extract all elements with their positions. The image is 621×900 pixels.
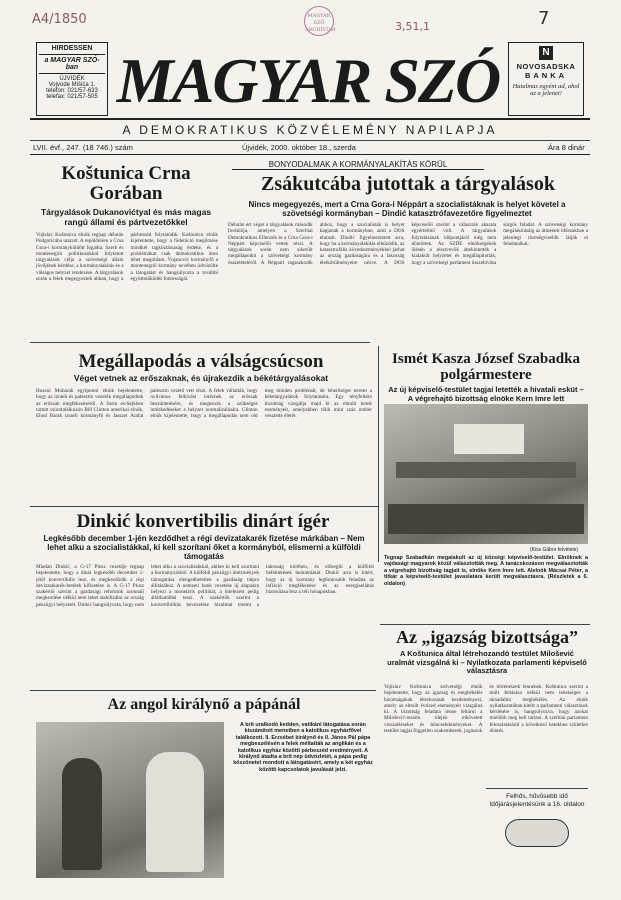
weather-text: Felhős, hűvösebb idő Időjárásjelentésünk a 16. oldalon bbox=[489, 793, 585, 808]
article-queen-title: Az angol királynő a pápánál bbox=[107, 696, 301, 713]
article-truth-body: Vojislav Koštunica szövetségi elnök bejelentette, hogy az igazság és megbékélés bizottságának létrehozását kezdeményezi, amely az elmúlt évtized eseményeit vizsgálná ki. A bizottság feladata lenne feltárni a Milošević-rezsim idején elkövetett visszaéléseket és bűncselekményeket. A testület tagjai független szakemberek, jogászok és történészek lennének. Koštunica szerint a múlt feltárása nélkül nem lehetséges a társadalmi megbékélés. Az elnök nyilatkozatában kitért a parlamenti választások kérdésére is, hangsúlyozva, hogy azokat mielőbb meg kell tartani. A szerbiai parlament feloszlatásáról a következő hetekben születhet döntés. bbox=[384, 684, 588, 735]
section-divider-4 bbox=[30, 690, 376, 691]
issue-date: Újvidék, 2000. október 18., szerda bbox=[242, 143, 356, 152]
article-talks-title: Zsákutcába jutottak a tárgyalások bbox=[261, 173, 555, 195]
masthead-subtitle: A DEMOKRATIKUS KÖZVÉLEMÉNY NAPILAPJA bbox=[122, 123, 498, 137]
masthead-rule-mid bbox=[30, 140, 590, 141]
article-queen-caption: A brit uralkodó kedden, vatikáni látogatása során kiszámított menetben a katolikus egyházfővel találkozott. II. Erzsébet királynő és II. János Pál pápa megbeszélésén a felek méltatták az anglikán és a katolikus egyház közötti párbeszéd eredményeit. A királynő átadta a brit nép üdvözletét, a pápa pedig köszönetet mondott a látogatásért, amely a két egyház közötti kapcsolatok javulását jelzi. bbox=[233, 722, 373, 773]
photo-audience-shape bbox=[388, 504, 584, 534]
ad-headline: HIRDESSEN bbox=[51, 45, 93, 52]
issue-volume: LVII. évf., 247. (18 746.) szám bbox=[33, 143, 133, 152]
article-summit-body: Hoszni Mubarak egyiptomi elnök bejelentette, hogy az izraeli és palesztin vezetők megállapodtak az erőszak megfékezéséről. A Sarm es-Sejkben tartott csúcstalálkozón Bill Clinton amerikai elnök, Ehud Barak izraeli kormányfő és Jasszer Arafat palesztin vezető vett részt. A felek vállalták, hogy nyilvános felhívást intéznek az erőszak beszüntetésére, és megteszik a szükséges intézkedéseket a helyzet normalizálására. Clinton elnök kijelentette, hogy a megállapodás nem old meg minden problémát, de lehetőséget teremt a béketárgyalások folytatására. Egy tényfeltáró bizottság vizsgálja majd ki az elmúlt hetek eseményeit, amelyekben több mint száz ember vesztette életét. bbox=[36, 388, 372, 420]
photo-figure-left bbox=[62, 758, 102, 870]
photo-table-shape bbox=[396, 462, 576, 478]
masthead-rule-bottom bbox=[30, 154, 590, 155]
ad-city: ÚJVIDÉK bbox=[59, 76, 85, 82]
advertisement-left bbox=[36, 42, 108, 116]
photo-figure-right bbox=[146, 752, 204, 872]
bank-name-bottom: BANKA bbox=[524, 71, 568, 80]
article-summit-title: Megállapodás a válságcsúcson bbox=[78, 351, 324, 372]
article-talks-kicker: BONYODALMAK A KORMÁNYALAKÍTÁS KÖRÜL bbox=[232, 160, 484, 170]
section-divider-1 bbox=[30, 342, 370, 343]
photo-credit: (Kiss Gábor felvétele) bbox=[530, 547, 579, 553]
article-dinar-title: Dinkić konvertibilis dinárt ígér bbox=[76, 511, 330, 532]
article-mayor-title: Ismét Kasza József Szabadka polgármestere bbox=[392, 351, 580, 383]
column-rule bbox=[378, 346, 379, 562]
advertisement-right bbox=[508, 42, 584, 116]
cloud-icon bbox=[505, 819, 569, 847]
archive-stamp: MAGYAR SZÓ ARCHÍVUM bbox=[304, 6, 334, 36]
masthead-title: MAGYAR SZÓ bbox=[116, 45, 500, 116]
ad-phone: telefon: 021/57-633 bbox=[46, 88, 98, 94]
section-divider-3 bbox=[380, 624, 590, 625]
bank-name-top: NOVOSADSKA bbox=[516, 62, 576, 71]
article-truth-title: Az „igazság bizottsága” bbox=[396, 627, 578, 647]
article-talks-deck: Nincs megegyezés, mert a Crna Gora-i Néppárt a szocialistáknak is helyet követel a szövetségi kormányban – Dindić katasztrófavezetőre figyelmeztet bbox=[248, 200, 566, 219]
article-kostunica-body: Vojislav Koštunica elnök tegnap délután Podgoricába utazott. A repülőtéren a Crna Gora-i kormányküldött fogadta. Szerb és montenegrói politikusokkal folytatott tárgyalások célja a szövetségi állam jövőjének kérdése, a kormányalakítás és a válságos helyzet rendezése. A tárgyalások során a felek megegyeztek abban, hogy a párbeszéd folytatódik. Koštunica elnök kijelentette, hogy a föderáció megőrzése mindkét tagköztársaság érdeke, és a problémákat csak demokratikus úton lehet megoldani. Vujanović kormányfő a montenegrói kormány nevében üdvözölte a látogatást és hangsúlyozta a további együttműködés fontosságát. bbox=[36, 232, 218, 283]
ad-brand: a MAGYAR SZÓ-ban bbox=[39, 54, 105, 74]
handwritten-note-right: 3,51,1 bbox=[395, 20, 430, 33]
article-kostunica-title: Koštunica Crna Gorában bbox=[61, 163, 191, 204]
article-kostunica-deck: Tárgyalások Dukanovićtyal és más magas rangú állami és pártvezetőkkel bbox=[40, 207, 212, 227]
article-mayor-deck: Az új képviselő-testület tagjai letették a hivatali esküt – A végrehajtó bizottság elnöke Kern Imre lett bbox=[388, 385, 584, 403]
article-dinar-deck: Legkésőbb december 1-jén kezdődhet a régi devizatakarék fizetése márkában – Nem lehet alku a szocialistákkal, ki kell szorítani őket a kormányból, elismerni a külföldi támogatás bbox=[43, 534, 365, 562]
ad-fax: telefax: 021/57-505 bbox=[46, 94, 98, 100]
weather-box bbox=[486, 788, 588, 881]
photo-queen-pope bbox=[36, 722, 224, 878]
section-divider-2 bbox=[30, 506, 378, 507]
handwritten-corner-number: 7 bbox=[538, 8, 550, 29]
article-summit-deck: Véget vetnek az erőszaknak, és újrakezdik a békétárgyalásokat bbox=[73, 373, 329, 383]
article-talks-body: Délután ért véget a tárgyalások második fordulója, amelyen a Szerbiai Demokratikus Ellenzék és a Crna Gora-i Néppárt képviselői vettek részt. A tárgyalások során nem sikerült megállapodni a szövetségi kormány összetételéről. A Néppárt ragaszkodik ahhoz, hogy a szocialisták is helyet kapjanak a kormányban, amit a DOS elutasít. Dindić figyelmeztetett arra, hogy ha a kormányalakítás elhúzódik, az katasztrofális következményekkel járhat az ország gazdaságára és a lakosság életkörülményeire nézve. A DOS képviselői szerint a választók akarata egyértelmű volt. A tárgyalások folytatásának időpontjáról még nem döntöttek. Az SZDE elnökségének ülésén a résztvevők áttekintették a kialakult helyzetet és megállapították, hogy a szövetségi parlament összehívása sürgős feladat. A szövetségi kormány megalakításáig az átmeneti időszakban a jelenlegi tisztségviselők látják el feladataikat. bbox=[228, 222, 588, 266]
issue-price: Ára 8 dinár bbox=[548, 143, 585, 152]
article-truth-deck: A Koštunica által létrehozandó testület Milošević uralmát vizsgálná ki – Nyilatkozata parlamenti képviselő választásra bbox=[387, 649, 587, 676]
photo-council-meeting bbox=[384, 404, 588, 544]
article-dinar-body: Mladan Dinkić, a G-17 Plusz vezetője tegnap bejelentette, hogy a dinár legkésőbb december 1-jétől konvertibilis lesz, és megkezdődik a régi devizatakarék-betétek kifizetése is. A G-17 Plusz szakértői szerint a gazdasági reformok azonnali megkezdése nélkül nem lehet stabilizálni az ország pénzügyi helyzetét. Dinkić hangsúlyozta, hogy nem lehet alku a szocialistákkal, akiket ki kell szorítani a kormányzásból. A külföldi pénzügyi intézmények támogatása elengedhetetlen a gazdaság talpra állításához. A nemzeti bank vezetése új alapokra helyezi a monetáris politikát, a hitelezést pedig átláthatóbbá teszi. A szakértők szerint a konvertibilitás bevezetése bizalmat teremt a lakosság körében, és elősegíti a külföldi befektetések beáramlását. Dinkić arra is kitért, hogy az új kormány legfontosabb feladata az infláció megfékezése és az energiaellátás biztosítása lesz a téli hónapokban. bbox=[36, 564, 374, 608]
article-mayor-caption: Tegnap Szabadkán megalakult az új községi képviselő-testület. Elnöknek a vajdasági magyarok közül választották meg. A tanácskozáson megválasztották a végrehajtó bizottság tagjait is, elnöke Kern Imre lett. Alelnök Mácsai Péter, a titkár a képviselő-testület javaslatára került megválasztásra. (Részletek a 6. oldalon) bbox=[384, 555, 588, 587]
bank-logo-icon: N bbox=[539, 46, 553, 60]
handwritten-note-left: A4/1850 bbox=[32, 12, 87, 27]
ad-address: Vojvode Mišića 1. bbox=[48, 82, 96, 88]
bank-slogan: Hatalmas egyént ad, ahol az a jelenet! bbox=[512, 83, 580, 97]
photo-banner-shape bbox=[454, 424, 524, 454]
masthead-rule-top bbox=[30, 118, 590, 120]
